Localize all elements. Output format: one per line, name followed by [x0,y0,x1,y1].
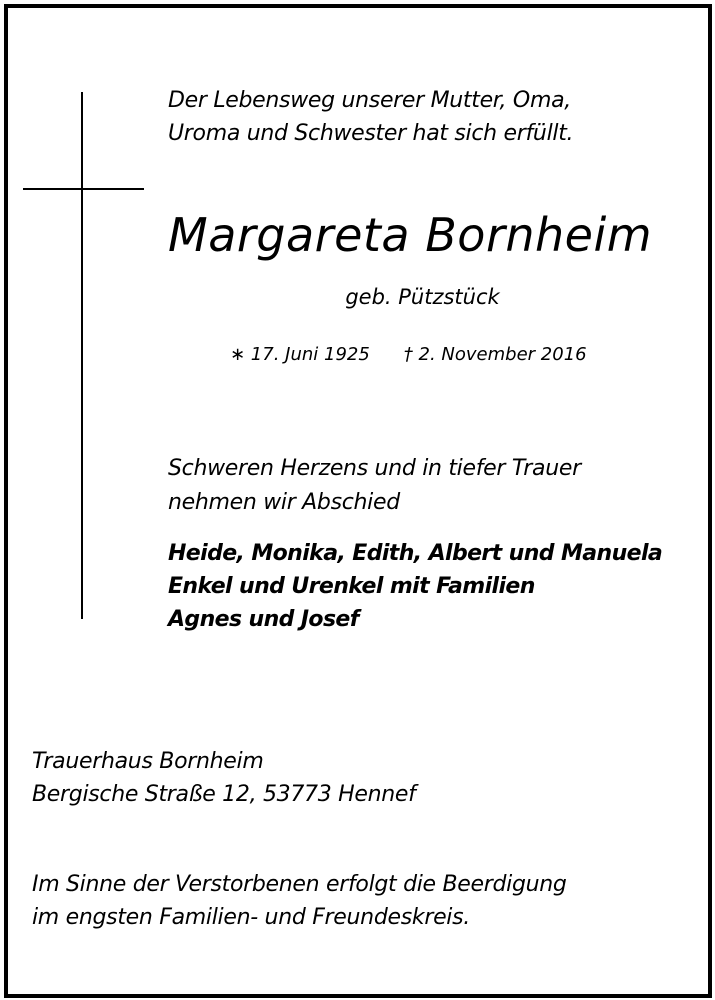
mourning-text [168,452,581,520]
house-address: Bergische Straße 12, 53773 Hennef [32,782,416,807]
cross-horizontal-bar [23,188,144,190]
mourner-entry: Heide, Monika, Edith, Albert und Manuela [168,541,663,566]
mourners-list [168,537,662,636]
note-line: Im Sinne der Verstorbenen erfolgt die Beerdigung [32,872,567,897]
mourning-line: Schweren Herzens und in tiefer Trauer [168,456,581,481]
funeral-note [32,868,567,934]
intro-line: Der Lebensweg unserer Mutter, Oma, [168,88,571,113]
mourning-house-address [32,745,416,811]
mourner-entry: Enkel und Urenkel mit Familien [168,574,535,599]
mourning-line: nehmen wir Abschied [168,490,400,515]
cross-vertical-bar [81,92,83,619]
intro-text [168,84,573,150]
intro-line: Uroma und Schwester hat sich erfüllt. [168,121,574,146]
house-name: Trauerhaus Bornheim [32,749,264,774]
death-date: † 2. November 2016 [403,344,587,365]
deceased-name: Margareta Bornheim [168,208,653,262]
mourner-entry: Agnes und Josef [168,607,359,632]
life-dates [230,342,587,368]
note-line: im engsten Familien- und Freundeskreis. [32,905,470,930]
maiden-name: geb. Pützstück [345,285,500,309]
birth-date: ∗ 17. Juni 1925 [230,344,370,365]
